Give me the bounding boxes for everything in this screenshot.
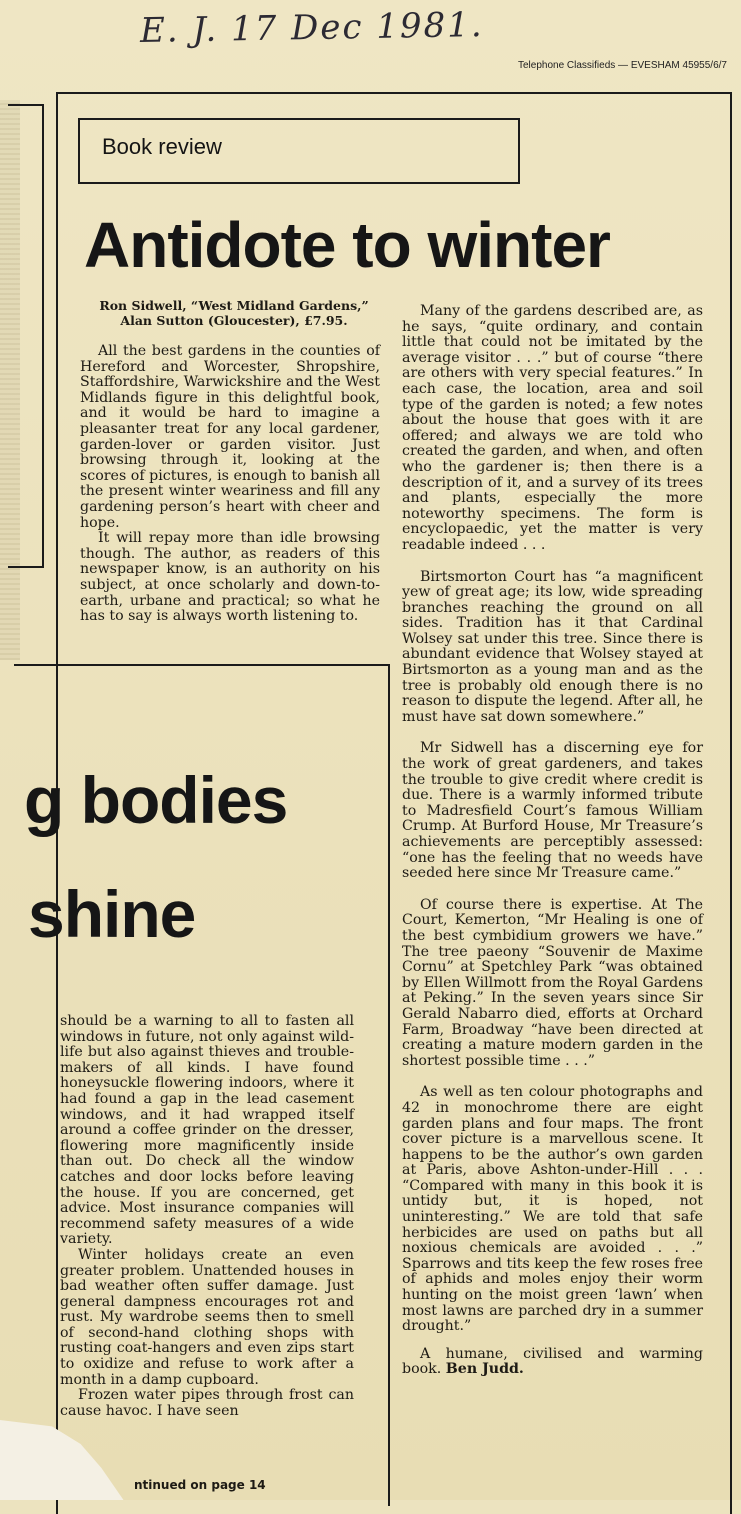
byline-line-2: Alan Sutton (Gloucester), £7.95.	[120, 313, 348, 328]
telephone-classifieds-header: Telephone Classifieds — EVESHAM 45955/6/7	[517, 60, 727, 71]
section-label: Book review	[102, 134, 222, 159]
paragraph: Frozen water pipes through frost can cause havoc. I have seen	[60, 1387, 354, 1419]
reviewer-signature: Ben Judd.	[445, 1361, 524, 1378]
paragraph: should be a warning to all to fasten all windows in future, not only against wild-life but also against thieves and trouble-makers of all kinds. I have found honeysuckle flowering indoors, where it had found a gap in the lead casement windows, and it had wrapped itself around a coffee grinder on the dresser, flowering more magnificently inside than out. Do check all the window catches and door locks before leaving the house. If you are concerned, get advice. Most insurance companies will recommend safety measures of a wide variety.	[60, 1013, 354, 1248]
right-column	[402, 304, 703, 1378]
second-article-column	[60, 1014, 354, 1419]
paragraph: It will repay more than idle browsing though. The author, as readers of this newspaper know, is an authority on his subject, at once scholarly and down-to-earth, urbane and practical; so what he has to say is always worth listening to.	[80, 530, 380, 625]
section-label-box	[78, 118, 520, 184]
paragraph: Winter holidays create an even greater problem. Unattended houses in bad weather often suffer damage. Just general dampness encourages rot and rust. My wardrobe seems then to smell of second-hand clothing shops with rusting coat-hangers and even zips start to oxidize and refuse to work after a month in a damp cupboard.	[60, 1246, 354, 1388]
paragraph: Mr Sidwell has a discerning eye for the work of great gardeners, and takes the trouble to give credit where credit is due. There is a warmly informed tribute to Madresfield Court’s famous William Crump. At Burford House, Mr Treasure’s achievements are perceptibly assessed: “one has the feeling that no weeds have seeded here since Mr Treasure came.”	[402, 740, 703, 882]
neighbouring-article-border	[8, 104, 44, 568]
closing-paragraph	[402, 1347, 703, 1378]
paragraph: Of course there is expertise. At The Court, Kemerton, “Mr Healing is one of the best cymbidium growers we have.” The tree paeony “Souvenir de Maxime Cornu” at Spetchley Park “was obtained by Ellen Willmott from the Royal Gardens at Peking.” In the seven years since Sir Gerald Nabarro died, efforts at Orchard Farm, Broadway “have been directed at creating a mature modern garden in the shortest possible time . . .”	[402, 896, 703, 1069]
paragraph: As well as ten colour photographs and 42 in monochrome there are eight garden plans and four maps. The front cover picture is a marvellous scene. It happens to be the author’s own garden at Paris, above Ashton-under-Hill . . . “Compared with many in this book it is untidy but, it is hoped, not uninteresting.” We are told that safe herbicides are used on paths but all noxious chemicals are avoided . . .” Sparrows and tits keep the few roses free of aphids and moles enjoy their worm hunting on the moist green ‘lawn’ when most lawns are parched dry in a summer drought.”	[402, 1084, 703, 1335]
paragraph: Birtsmorton Court has “a magnificent yew of great age; its low, wide spreading branches reaching the ground on all sides. Tradition has it that Cardinal Wolsey sat under this tree. Since there is abundant evidence that Wolsey stayed at Birtsmorton as a young man and as the tree is probably old enough there is no reason to dispute the legend. After all, he must have sat down somewhere.”	[402, 568, 703, 725]
second-headline-line-2: shine	[28, 877, 196, 951]
article-headline: Antidote to winter	[84, 209, 610, 281]
byline-line-1: Ron Sidwell, “West Midland Gardens,”	[99, 298, 369, 313]
left-column	[80, 344, 380, 625]
paragraph: All the best gardens in the counties of Hereford and Worcester, Shropshire, Staffordshire, Warwickshire and the West Midlands figure in this delightful book, and it would be hard to imagine a pleasanter treat for any local gardener, garden-lover or garden visitor. Just browsing through it, looking at the scores of pictures, is enough to banish all the present winter weariness and fill any gardening person’s heart with cheer and hope.	[80, 343, 380, 531]
continued-notice: ntinued on page 14	[134, 1478, 266, 1492]
second-headline-line-1: g bodies	[24, 763, 288, 837]
closing-text: A humane, civilised and warming book.	[402, 1345, 703, 1378]
paragraph: Many of the gardens described are, as he says, “quite ordinary, and contain little that could not be imitated by the average visitor . . .” but of course “there are others with very special features.” In each case, the location, area and soil type of the garden is noted; a few notes about the house that goes with it are offered; and always we are told who created the garden, and when, and often who the gardener is; then there is a description of it, and a survey of its trees and plants, especially the more noteworthy specimens. The form is encyclopaedic, yet the matter is very readable indeed . . .	[402, 303, 703, 553]
book-byline	[84, 298, 384, 328]
handwritten-date: E. J. 17 Dec 1981.	[139, 5, 485, 51]
